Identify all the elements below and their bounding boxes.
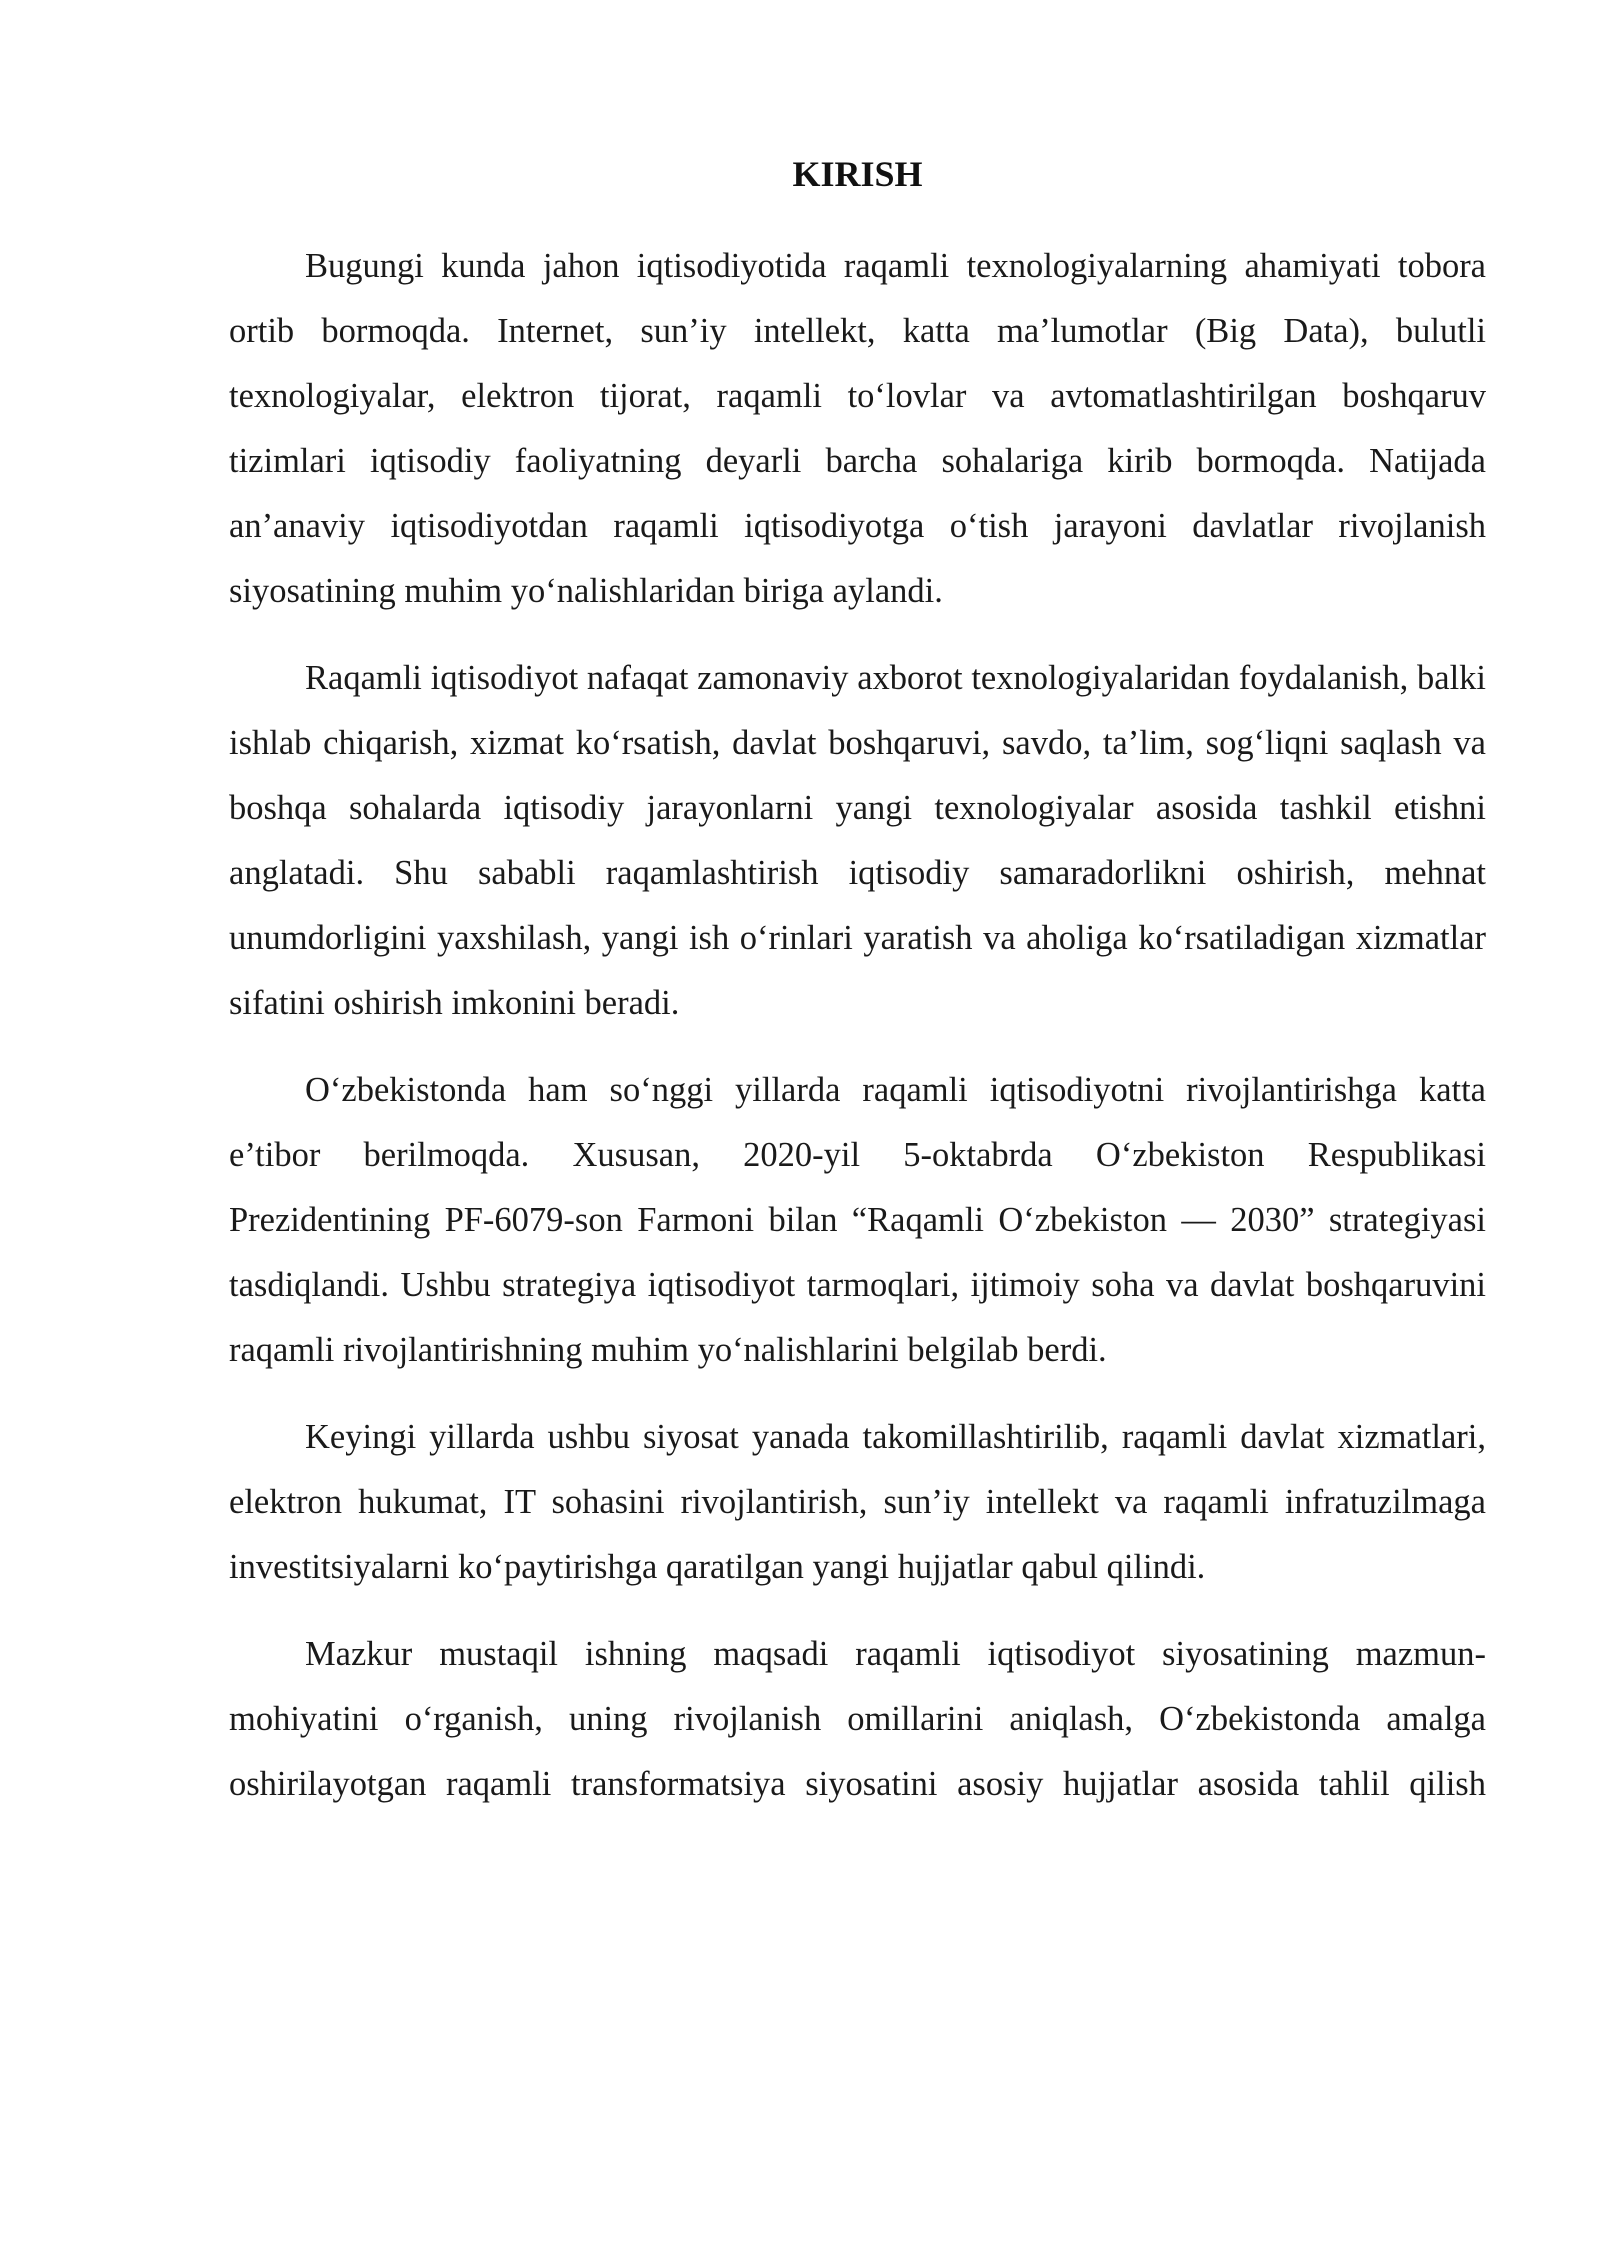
paragraph-4: Keyingi yillarda ushbu siyosat yanada takomillashtirilib, raqamli davlat xizmatlari, elektron hukumat, IT sohasini rivojlantirish, sun’iy intellekt va raqamli infratuzilmaga investitsiyalarni ko‘paytirishga qaratilgan yangi hujjatlar qabul qilindi. [229, 1418, 1486, 1586]
body-text [229, 234, 1486, 1817]
paragraph-5: Mazkur mustaqil ishning maqsadi raqamli iqtisodiyot siyosatining mazmun-mohiyatini o‘rganish, uning rivojlanish omillarini aniqlash, O‘zbekistonda amalga oshirilayotgan raqamli transformatsiya siyosatini asosiy hujjatlar asosida tahlil qilish [229, 1635, 1486, 1803]
paragraph-1: Bugungi kunda jahon iqtisodiyotida raqamli texnologiyalarning ahamiyati tobora ortib bormoqda. Internet, sun’iy intellekt, katta ma’lumotlar (Big Data), bulutli texnologiyalar, elektron tijorat, raqamli to‘lovlar va avtomatlashtirilgan boshqaruv tizimlari iqtisodiy faoliyatning deyarli barcha sohalariga kirib bormoqda. Natijada an’anaviy iqtisodiyotdan raqamli iqtisodiyotga o‘tish jarayoni davlatlar rivojlanish siyosatining muhim yo‘nalishlaridan biriga aylandi. [229, 247, 1486, 610]
paragraph-3: O‘zbekistonda ham so‘nggi yillarda raqamli iqtisodiyotni rivojlantirishga katta e’tibor berilmoqda. Xususan, 2020-yil 5-oktabrda O‘zbekiston Respublikasi Prezidentining PF-6079-son Farmoni bilan “Raqamli O‘zbekiston — 2030” strategiyasi tasdiqlandi. Ushbu strategiya iqtisodiyot tarmoqlari, ijtimoiy soha va davlat boshqaruvini raqamli rivojlantirishning muhim yo‘nalishlarini belgilab berdi. [229, 1071, 1486, 1369]
page-heading: KIRISH [792, 154, 923, 194]
paragraph-2: Raqamli iqtisodiyot nafaqat zamonaviy axborot texnologiyalaridan foydalanish, balki ishlab chiqarish, xizmat ko‘rsatish, davlat boshqaruvi, savdo, ta’lim, sog‘liqni saqlash va boshqa sohalarda iqtisodiy jarayonlarni yangi texnologiyalar asosida tashkil etishni anglatadi. Shu sababli raqamlashtirish iqtisodiy samaradorlikni oshirish, mehnat unumdorligini yaxshilash, yangi ish o‘rinlari yaratish va aholiga ko‘rsatiladigan xizmatlar sifatini oshirish imkonini beradi. [229, 659, 1486, 1022]
